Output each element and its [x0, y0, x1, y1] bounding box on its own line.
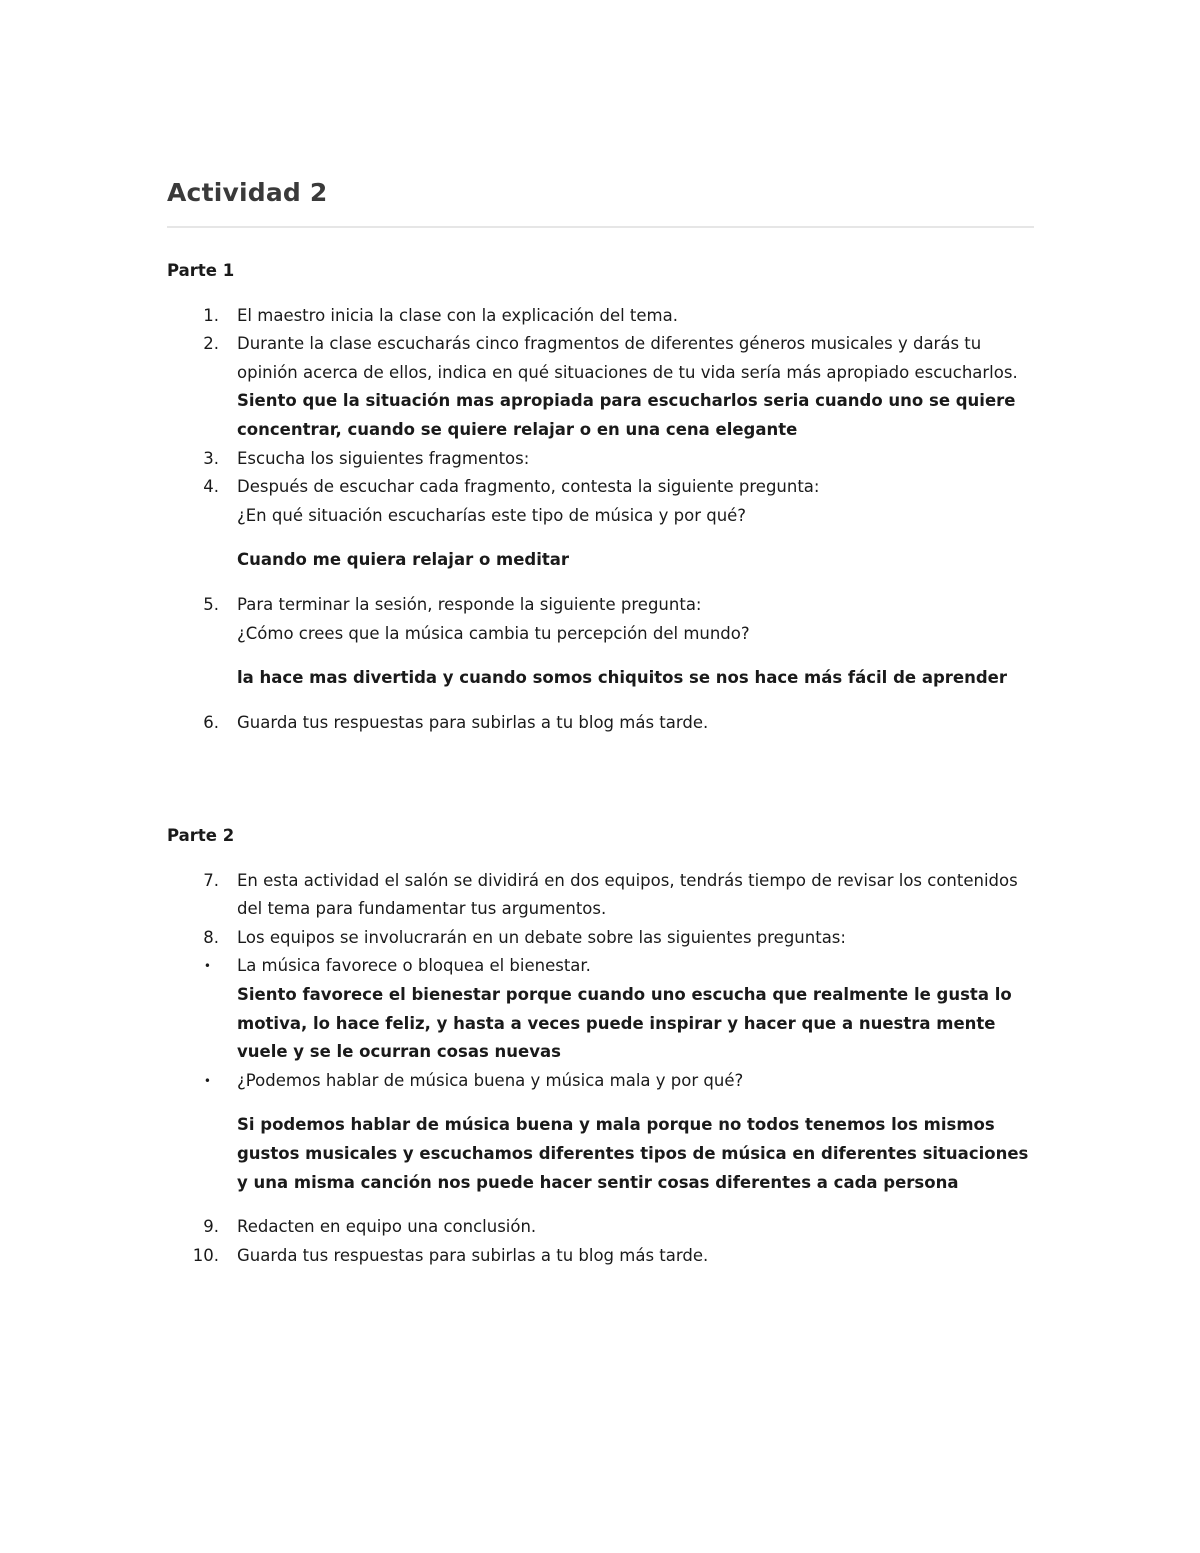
- item-answer: la hace mas divertida y cuando somos chiquitos se nos hace más fácil de aprender: [237, 668, 1007, 688]
- list-item: [167, 1213, 1035, 1242]
- list-item: [167, 867, 1035, 924]
- item-answer: Cuando me quiera relajar o meditar: [237, 550, 570, 570]
- bullet-icon: •: [203, 1073, 211, 1088]
- section-heading: Parte 2: [167, 826, 235, 845]
- list-item: [167, 473, 1035, 575]
- list-item: [167, 330, 1035, 444]
- list-item: [167, 1242, 1035, 1271]
- item-number: 2.: [203, 334, 219, 354]
- item-number: 3.: [203, 448, 219, 468]
- item-question: ¿Cómo crees que la música cambia tu percepción del mundo?: [237, 623, 750, 643]
- bullet-item: [167, 1067, 1035, 1197]
- item-answer: Siento que la situación mas apropiada para escucharlos seria cuando uno se quiere concentrar, cuando se quiere relajar o en una cena elegante: [237, 391, 1016, 439]
- list-item: [167, 924, 1035, 953]
- item-answer: Si podemos hablar de música buena y mala porque no todos tenemos los mismos gustos musicales y escuchamos diferentes tipos de música en diferentes situaciones y una misma canción nos puede hacer sentir cosas diferentes a cada persona: [237, 1115, 1029, 1192]
- item-question: ¿En qué situación escucharías este tipo de música y por qué?: [237, 505, 747, 525]
- item-text: Redacten en equipo una conclusión.: [237, 1217, 537, 1237]
- item-number: 6.: [203, 712, 219, 732]
- item-number: 10.: [192, 1245, 219, 1265]
- item-answer: Siento favorece el bienestar porque cuando uno escucha que realmente le gusta lo motiva, lo hace feliz, y hasta a veces puede inspirar y hacer que a nuestra mente vuele y se le ocurran cosas nuevas: [237, 984, 1012, 1062]
- item-text: Guarda tus respuestas para subirlas a tu blog más tarde.: [237, 1245, 709, 1265]
- item-number: 7.: [203, 870, 219, 890]
- bullet-item: [167, 952, 1035, 1066]
- list-item: [167, 445, 1035, 474]
- item-text: Después de escuchar cada fragmento, contesta la siguiente pregunta:: [237, 477, 820, 497]
- item-text: En esta actividad el salón se dividirá en dos equipos, tendrás tiempo de revisar los contenidos del tema para fundamentar tus argumentos.: [237, 870, 1018, 919]
- bullet-icon: •: [203, 959, 211, 974]
- item-text: Los equipos se involucrarán en un debate sobre las siguientes preguntas:: [237, 927, 846, 947]
- item-number: 4.: [203, 477, 219, 497]
- list-item: [167, 302, 1035, 331]
- section-parte-2: [167, 822, 1035, 1270]
- item-text: Escucha los siguientes fragmentos:: [237, 448, 530, 468]
- item-text: Durante la clase escucharás cinco fragmentos de diferentes géneros musicales y darás tu opinión acerca de ellos, indica en qué situaciones de tu vida sería más apropiado escucharlos.: [237, 334, 1018, 382]
- section-heading: Parte 1: [167, 261, 235, 280]
- list-item: [167, 591, 1035, 693]
- item-text: Para terminar la sesión, responde la siguiente pregunta:: [237, 594, 702, 614]
- item-number: 5.: [203, 594, 219, 614]
- item-text: Guarda tus respuestas para subirlas a tu blog más tarde.: [237, 712, 709, 732]
- title-divider: [167, 226, 1034, 228]
- item-text: La música favorece o bloquea el bienestar.: [237, 956, 591, 976]
- section-parte-1: [167, 257, 1035, 737]
- item-number: 1.: [203, 305, 219, 325]
- list-item: [167, 709, 1035, 738]
- item-text: El maestro inicia la clase con la explicación del tema.: [237, 305, 678, 325]
- page-title: Actividad 2: [167, 178, 328, 207]
- item-number: 8.: [203, 927, 219, 947]
- item-text: ¿Podemos hablar de música buena y música mala y por qué?: [237, 1070, 744, 1090]
- item-number: 9.: [203, 1217, 219, 1237]
